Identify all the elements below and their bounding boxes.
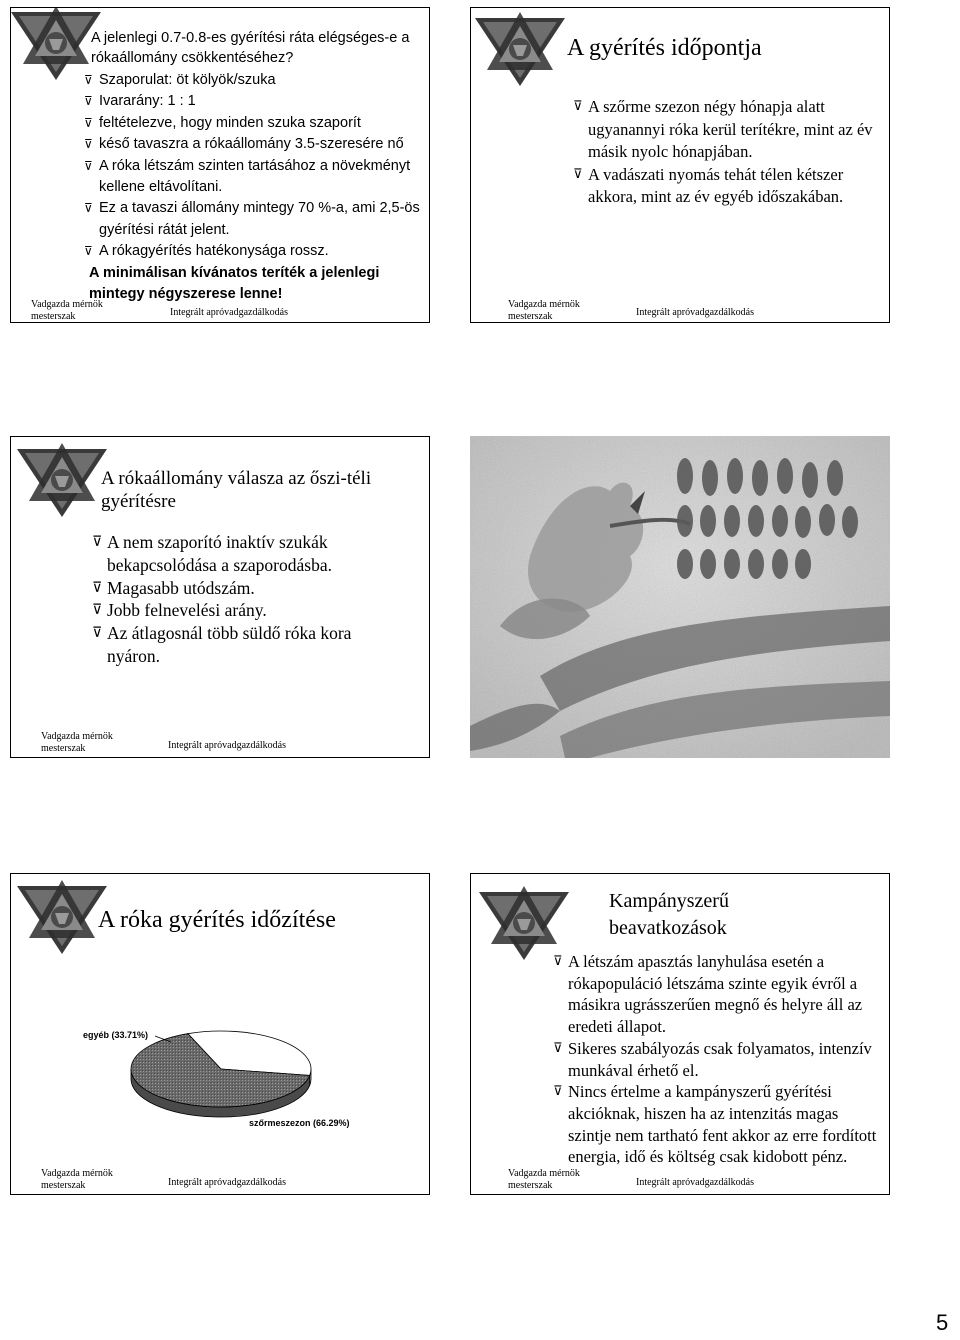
fox-harvest-photo-image <box>470 436 890 758</box>
slide-6-title <box>609 888 729 942</box>
footer-center: Integrált apróvadgazdálkodás <box>170 307 289 318</box>
bullet-icon: ⊽ <box>92 602 103 619</box>
pie-chart <box>71 1014 401 1144</box>
bullet-icon: ⊽ <box>84 158 93 173</box>
slide-3-title: A rókaállomány válasza az őszi-téli gyérítésre <box>101 468 372 512</box>
list-item: ⊽ A rókagyérítés hatékonysága rossz. <box>99 241 429 262</box>
slide-3-bullets <box>92 531 407 668</box>
slide-6-bullets <box>553 951 878 1168</box>
footer-left: Vadgazda mérnök mesterszak <box>508 1168 580 1191</box>
bullet-icon: ⊽ <box>84 137 93 152</box>
slide-2-title: A gyérítés időpontja <box>567 35 762 61</box>
footer-center: Integrált apróvadgazdálkodás <box>168 740 287 751</box>
page-number: 5 <box>936 1310 949 1335</box>
slide-6-title-line2: beavatkozások <box>609 917 727 939</box>
list-item: ⊽ Sikeres szabályozás csak folyamatos, intenzív munkával érhető el. <box>553 1038 872 1080</box>
logo-icon <box>11 7 101 82</box>
logo-icon <box>475 12 565 88</box>
list-item: ⊽ Ez a tavaszi állomány mintegy 70 %-a, ami 2,5-ös gyérítési rátát jelent. <box>84 200 420 238</box>
slide-6-title-line1: Kampányszerű <box>609 890 729 912</box>
bullet-icon: ⊽ <box>573 99 583 114</box>
bullet-icon: ⊽ <box>553 954 563 969</box>
slide-1-intro: A jelenlegi 0.7-0.8-es gyérítési ráta elégséges-e a rókaállomány csökkentéséhez? <box>91 30 410 66</box>
bullet-icon: ⊽ <box>92 625 103 642</box>
list-item: ⊽ A nem szaporító inaktív szukák bekapcsolódása a szaporodásba. <box>92 532 332 575</box>
list-item: ⊽ feltételezve, hogy minden szuka szaporít <box>99 113 429 134</box>
footer-left: Vadgazda mérnök mesterszak <box>508 299 580 322</box>
footer-center: Integrált apróvadgazdálkodás <box>168 1177 287 1188</box>
slide-2 <box>470 7 890 323</box>
bullet-icon: ⊽ <box>573 166 583 182</box>
list-item: ⊽ Magasabb utódszám. <box>92 577 255 598</box>
logo-icon <box>17 443 107 519</box>
list-item: ⊽ késő tavaszra a rókaállomány 3.5-szeresére nő <box>99 134 429 155</box>
list-item: ⊽ A róka létszám szinten tartásához a növekményt kellene eltávolítani. <box>84 157 411 196</box>
list-item: ⊽ Szaporulat: öt kölyök/szuka <box>99 70 429 91</box>
list-item: ⊽ Ivararány: 1 : 1 <box>99 91 429 112</box>
pie-label-szormeszezon: szőrmeszezon (66.29%) <box>249 1118 350 1128</box>
list-item: ⊽ Az átlagosnál több süldő róka kora nyáron. <box>92 623 352 666</box>
footer-center: Integrált apróvadgazdálkodás <box>636 1177 755 1188</box>
bullet-icon: ⊽ <box>84 201 93 216</box>
bullet-icon: ⊽ <box>84 115 93 130</box>
slide-1 <box>10 7 430 323</box>
footer-center: Integrált apróvadgazdálkodás <box>636 307 755 318</box>
slide-3 <box>10 436 430 758</box>
list-item: ⊽ Nincs értelme a kampányszerű gyérítési akcióknak, hiszen ha az intenzitás magas szintje nem tartható fent akkor az erre fordított energia, idő és költség csak kidobott pénz. <box>553 1082 877 1167</box>
footer-left: Vadgazda mérnök mesterszak <box>41 731 113 754</box>
bullet-icon: ⊽ <box>84 73 93 87</box>
bullet-icon: ⊽ <box>553 1040 563 1056</box>
slide-1-bullets <box>84 70 429 263</box>
footer-left: Vadgazda mérnök mesterszak <box>41 1168 113 1191</box>
list-item: ⊽ A létszám apasztás lanyhulása esetén a rókapopuláció létszáma szinte egyik évről a másikra ugrásszerűen megnő és helyre áll az eredeti állapot. <box>553 952 863 1037</box>
slide-1-closing: A minimálisan kívánatos teríték a jelenlegi mintegy négyszerese lenne! <box>89 265 380 302</box>
bullet-icon: ⊽ <box>84 94 93 109</box>
slide-5-title: A róka gyérítés időzítése <box>98 907 336 933</box>
slide-6 <box>470 873 890 1195</box>
slide-5 <box>10 873 430 1195</box>
list-item: ⊽ Jobb felnevelési arány. <box>92 600 267 621</box>
bullet-icon: ⊽ <box>84 244 93 259</box>
bullet-icon: ⊽ <box>92 579 103 596</box>
pie-label-egyeb: egyéb (33.71%) <box>83 1030 149 1040</box>
list-item: ⊽ A szőrme szezon négy hónapja alatt ugyanannyi róka kerül terítékre, mint az év másik nyolc hónapjában. <box>573 97 873 161</box>
footer-left: Vadgazda mérnök mesterszak <box>31 299 103 322</box>
slide-2-bullets <box>573 96 878 209</box>
logo-icon <box>17 880 107 956</box>
list-item: ⊽ A vadászati nyomás tehát télen kétszer akkora, mint az év egyéb időszakában. <box>573 164 844 206</box>
bullet-icon: ⊽ <box>92 534 103 550</box>
fox-harvest-photo <box>470 436 890 758</box>
bullet-icon: ⊽ <box>553 1084 563 1100</box>
